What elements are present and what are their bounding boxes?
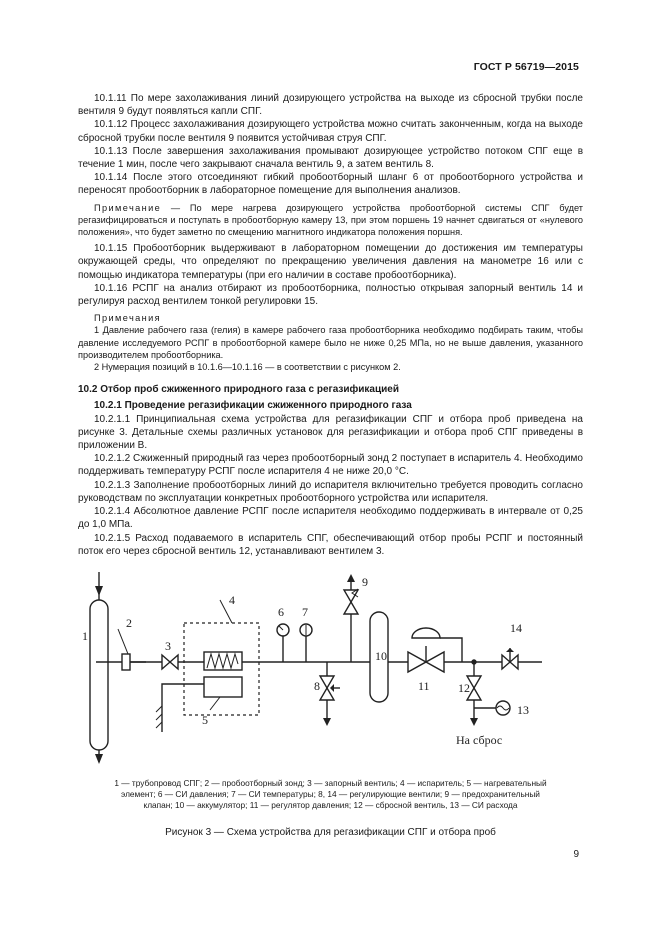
- label-14: 14: [510, 621, 522, 635]
- heading-10-2-1: 10.2.1 Проведение регазификации сжиженного природного газа: [94, 400, 412, 412]
- label-5: 5: [202, 713, 208, 727]
- label-11: 11: [418, 679, 430, 693]
- vaporizer: [184, 600, 259, 715]
- paragraph-10-2-1-2: 10.2.1.2 Сжиженный природный газ через пробоотборный зонд 2 поступает в испаритель 4. Необходимо поддерживать температуру РСПГ после испарителя 4 не ниже 20,0 °С.: [78, 453, 583, 478]
- paragraph-10-2-1-4: 10.2.1.4 Абсолютное давление РСПГ после испарителя необходимо поддерживать в интервале от 0,25 до 1,0 МПа.: [78, 506, 583, 531]
- figure-title: Рисунок 3 — Схема устройства для регазификации СПГ и отбора проб: [165, 827, 496, 838]
- paragraph-10-1-11: 10.1.11 По мере захолаживания линий дозирующего устройства на выходе из сбросной трубки после вентиля 9 будут появляться капли СПГ.: [78, 93, 583, 118]
- paragraph-10-1-16: 10.1.16 РСПГ на анализ отбирают из пробоотборника, полностью открывая запорный вентиль 14 и регулируя расход вентилем тонкой регулировки 15.: [78, 282, 583, 308]
- regasification-schematic: [70, 572, 570, 772]
- paragraph-10-1-15: 10.1.15 Пробоотборник выдерживают в лабораторном помещении до достижения им температуры окружающей среды, что определяют по прекращению увеличения давления на манометре 16 или с помощью индикатора температуры (при его наличии в составе пробоотборника).: [78, 243, 583, 281]
- label-1: 1: [82, 629, 88, 643]
- paragraph-10-1-13: 10.1.13 После завершения захолаживания промывают дозирующее устройство потоком СПГ еще в течение 1 мин, после чего закрывают сначала вентиль 9, а затем вентиль 8.: [78, 145, 583, 171]
- note-1-text: — По мере нагрева дозирующего устройства пробоотборной системы СПГ будет регазифицироваться и поступать в пробоотборную камеру 13, при этом поршень 19 начнет сдвигаться от «нулевого положения», что будет заметно по смещению магнитного индикатора положения поршня.: [78, 202, 583, 238]
- vent-valve: [467, 662, 496, 726]
- label-3: 3: [165, 639, 171, 653]
- legend-line-3: клапан; 10 — аккумулятор; 11 — регулятор давления; 12 — сбросной вентиль, 13 — СИ расхода: [143, 799, 518, 810]
- heading-10-2: 10.2 Отбор проб сжиженного природного газа с регазификацией: [78, 384, 399, 396]
- flow-meter: [496, 701, 510, 715]
- label-12: 12: [458, 681, 470, 695]
- label-2: 2: [126, 616, 132, 630]
- paragraph-10-1-12: 10.1.12 Процесс захолаживания дозирующего устройства можно считать законченным, когда на выходе сбросной трубки после вентиля 9 появится устойчивая струя СПГ.: [78, 119, 583, 144]
- label-6: 6: [278, 605, 284, 619]
- paragraph-10-2-1-3: 10.2.1.3 Заполнение пробоотборных линий до испарителя включительно требуется проводить согласно руководствам по эксплуатации конкретных пробоотборного устройства или испарителя.: [78, 479, 583, 504]
- label-8: 8: [314, 679, 320, 693]
- regulating-valve-14: [502, 648, 542, 669]
- page-number: 9: [573, 849, 579, 860]
- heating-element: [156, 677, 242, 732]
- label-13: 13: [517, 703, 529, 717]
- note-2-2: 2 Нумерация позиций в 10.1.6—10.1.16 — в соответствии с рисунком 2.: [94, 362, 401, 373]
- label-10: 10: [375, 649, 387, 663]
- pressure-regulator: [408, 628, 462, 672]
- note-1: [78, 202, 583, 239]
- temperature-sensor: [300, 624, 312, 662]
- paragraph-10-2-1-1: 10.2.1.1 Принципиальная схема устройства для регазификации СПГ и отбора проб приведена на рисунке 3. Детальные схемы различных установок для регазификации и отбора проб СПГ приведены в приложении В.: [78, 413, 583, 452]
- label-9: 9: [362, 575, 368, 589]
- note-1-label: Примечание: [94, 202, 162, 213]
- regulating-valve-8: [320, 662, 340, 726]
- legend-line-1: 1 — трубопровод СПГ; 2 — пробоотборный зонд; 3 — запорный вентиль; 4 — испаритель; 5 — нагревательный: [114, 778, 547, 788]
- notes-label: Примечания: [94, 313, 162, 324]
- shutoff-valve: [162, 655, 178, 669]
- safety-valve: [344, 574, 358, 662]
- section-10-1-continued: [78, 92, 583, 558]
- note-2-1: 1 Давление рабочего газа (гелия) в камере рабочего газа пробоотборника необходимо подбирать таким, чтобы давление исследуемого РСПГ в пробоотборной камере было не ниже 0,25 МПа, но не выше давления, указанного производителем пробоотборника.: [78, 325, 583, 360]
- figure-legend: [78, 778, 583, 810]
- label-7: 7: [302, 605, 308, 619]
- paragraph-10-1-14: 10.1.14 После этого отсоединяют гибкий пробоотборный шланг 6 от пробоотборного устройства и переносят пробоотборник в лабораторное помещение для выполнения анализов.: [78, 172, 583, 197]
- legend-line-2: элемент; 6 — СИ давления; 7 — СИ температуры; 8, 14 — регулирующие вентили; 9 — предохранительный: [121, 788, 540, 799]
- standard-number: ГОСТ Р 56719—2015: [473, 61, 579, 73]
- outlet-label: На сброс: [456, 733, 503, 747]
- paragraph-10-2-1-5: 10.2.1.5 Расход подаваемого в испаритель СПГ, обеспечивающий отбор пробы РСПГ и постоянный поток его через сбросной вентиль 12, устанавливают вентилем 3.: [78, 532, 583, 557]
- pressure-gauge: [277, 624, 289, 662]
- label-4: 4: [229, 593, 235, 607]
- pipeline: [90, 572, 108, 764]
